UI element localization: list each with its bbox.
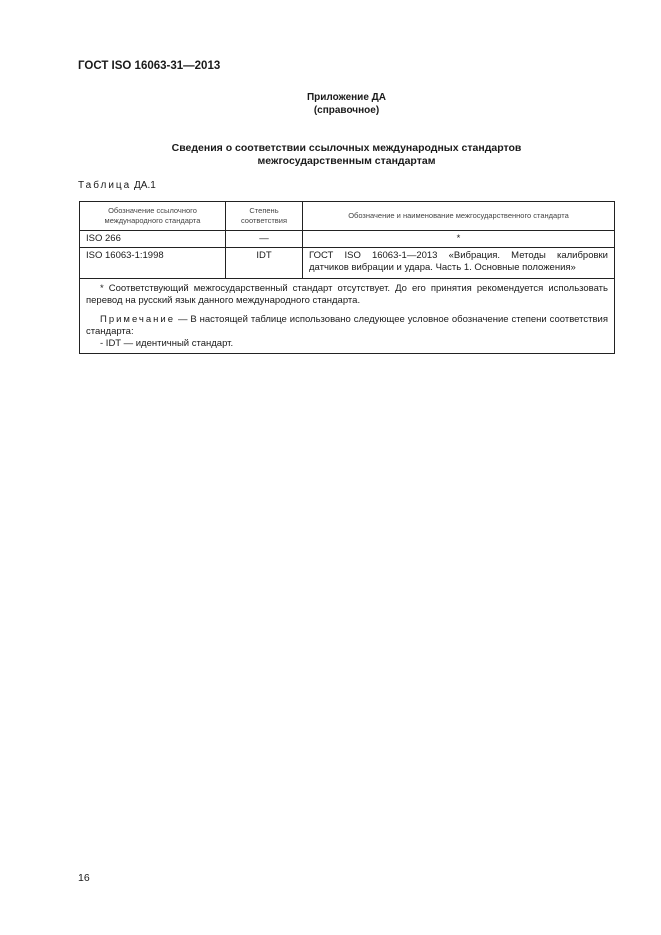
table-row	[80, 231, 615, 248]
cell-degree: IDT	[226, 248, 303, 279]
section-title-line1: Сведения о соответствии ссылочных международных стандартов	[171, 142, 522, 154]
table-row	[80, 248, 615, 279]
note-label: Примечание	[100, 314, 175, 325]
table-notes-cell	[80, 279, 615, 354]
cell-degree: —	[226, 231, 303, 248]
appendix-heading	[78, 91, 615, 117]
note-paragraph	[86, 314, 608, 338]
cell-standard: *	[303, 231, 615, 248]
standards-correspondence-table	[79, 201, 615, 354]
table-header-row	[80, 202, 615, 231]
table-caption-word: Таблица	[78, 180, 132, 191]
cell-standard: ГОСТ ISO 16063-1—2013 «Вибрация. Методы калибровки датчиков вибрации и удара. Часть 1. Основные положения»	[303, 248, 615, 279]
header-ref-standard: Обозначение ссылочного международного стандарта	[80, 202, 226, 231]
table-notes-row	[80, 279, 615, 354]
table-caption	[78, 180, 156, 191]
note-text: — В настоящей таблице использовано следующее условное обозначение степени соответствия стандарта:	[86, 314, 608, 337]
section-title	[78, 142, 615, 168]
section-title-line2: межгосударственным стандартам	[257, 155, 436, 167]
footnote-text: * Соответствующий межгосударственный стандарт отсутствует. До его принятия рекомендуется использовать перевод на русский язык данного международного стандарта.	[86, 283, 608, 306]
appendix-title: Приложение ДА	[306, 92, 387, 103]
document-code-header: ГОСТ ISO 16063-31—2013	[78, 60, 221, 72]
table-caption-number: ДА.1	[134, 180, 156, 191]
cell-ref: ISO 266	[80, 231, 226, 248]
header-interstate-standard: Обозначение и наименование межгосударственного стандарта	[303, 202, 615, 231]
header-degree: Степень соответствия	[226, 202, 303, 231]
cell-ref: ISO 16063-1:1998	[80, 248, 226, 279]
note-item: - IDT — идентичный стандарт.	[100, 338, 234, 349]
appendix-subtitle: (справочное)	[313, 105, 380, 116]
page-number: 16	[78, 872, 90, 884]
